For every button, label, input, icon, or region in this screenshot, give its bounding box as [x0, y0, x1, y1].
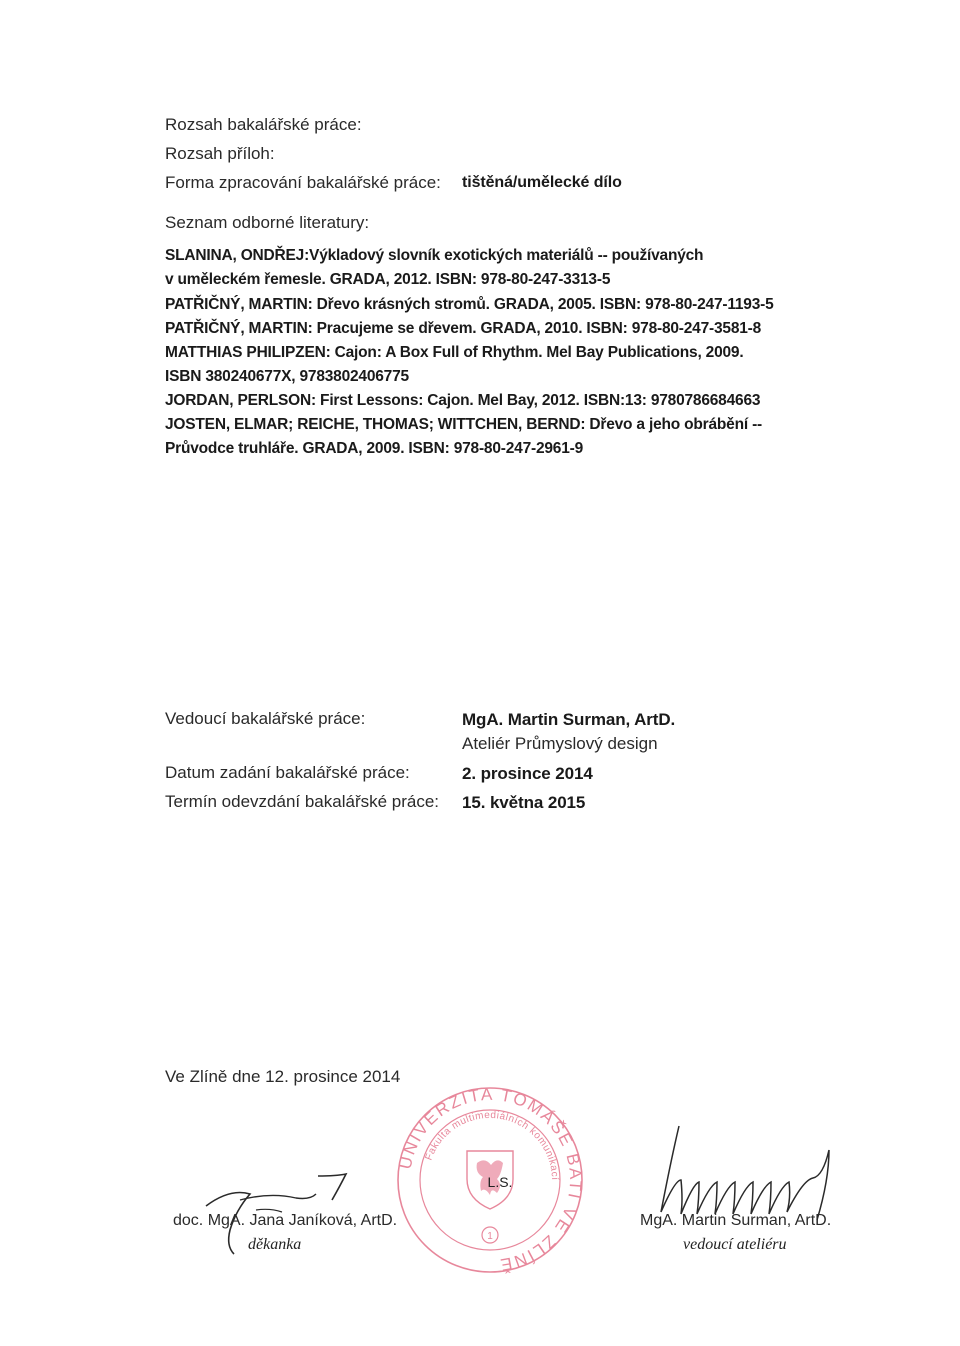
literature-line: Průvodce truhláře. GRADA, 2009. ISBN: 978-80-247-2961-9 [165, 440, 584, 457]
literature-line: PATŘIČNÝ, MARTIN: Pracujeme se dřevem. GRADA, 2010. ISBN: 978-80-247-3581-8 [165, 320, 762, 337]
head-role: vedoucí ateliéru [683, 1236, 787, 1253]
literature-line: JORDAN, PERLSON: First Lessons: Cajon. Mel Bay, 2012. ISBN:13: 9780786684663 [165, 392, 761, 409]
literature-heading: Seznam odborné literatury: [165, 213, 370, 232]
stamp-outer-text: UNIVERZITA TOMÁŠE BATI VE ZLÍNĚ [395, 1084, 586, 1275]
supervisor-label: Vedoucí bakalářské práce: [165, 709, 366, 728]
form-value: tištěná/umělecké dílo [462, 174, 622, 191]
literature-line: MATTHIAS PHILIPZEN: Cajon: A Box Full of Rhythm. Mel Bay Publications, 2009. [165, 344, 744, 361]
literature-line: v uměleckém řemesle. GRADA, 2012. ISBN: 978-80-247-3313-5 [165, 271, 611, 288]
appendix-label: Rozsah příloh: [165, 144, 275, 163]
stamp-number: 1 [487, 1231, 493, 1242]
scope-label: Rozsah bakalářské práce: [165, 115, 362, 134]
deadline-label: Termín odevzdání bakalářské práce: [165, 792, 440, 811]
literature-line: JOSTEN, ELMAR; REICHE, THOMAS; WITTCHEN, BERND: Dřevo a jeho obrábění -- [165, 416, 763, 433]
stamp-ls-text: L.S. [487, 1174, 513, 1190]
literature-line: ISBN 380240677X, 9783802406775 [165, 368, 409, 385]
place-date: Ve Zlíně dne 12. prosince 2014 [165, 1067, 401, 1086]
literature-line: PATŘIČNÝ, MARTIN: Dřevo krásných stromů. GRADA, 2005. ISBN: 978-80-247-1193-5 [165, 296, 774, 313]
head-name: MgA. Martin Surman, ArtD. [640, 1212, 832, 1229]
form-label: Forma zpracování bakalářské práce: [165, 173, 441, 192]
university-stamp [395, 1085, 585, 1275]
stamp-inner-text: Fakulta multimediálních komunikací [423, 1109, 561, 1181]
supervisor-dept: Ateliér Průmyslový design [462, 734, 658, 753]
dean-role: děkanka [248, 1236, 302, 1253]
assigned-label: Datum zadání bakalářské práce: [165, 763, 410, 782]
supervisor-name: MgA. Martin Surman, ArtD. [462, 710, 676, 729]
dean-name: doc. MgA. Jana Janíková, ArtD. [173, 1212, 398, 1229]
assigned-value: 2. prosince 2014 [462, 764, 593, 783]
deadline-value: 15. května 2015 [462, 793, 586, 812]
literature-line: SLANINA, ONDŘEJ:Výkladový slovník exotických materiálů -- používaných [165, 247, 704, 264]
